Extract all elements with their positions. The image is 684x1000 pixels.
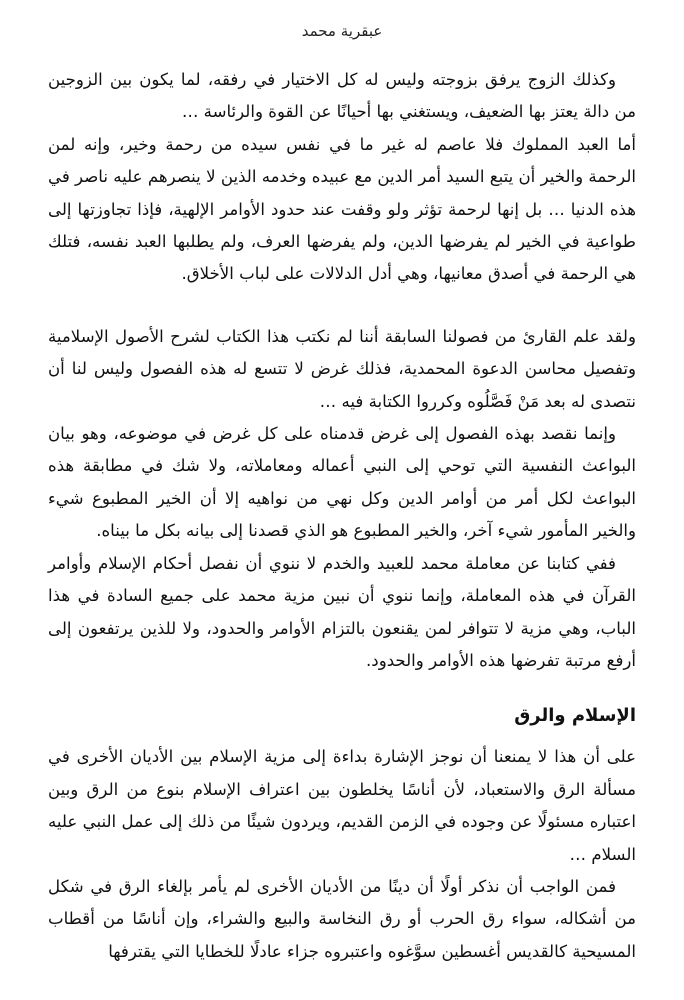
paragraph-slave-mercy: أما العبد المملوك فلا عاصم له غير ما في نفس سيده من رحمة وخير، وإنه لمن الرحمة والخير أن يتبع السيد أمر الدين مع عبيده وخدمه الذين لا ينصرهم عليه ناصر في هذه الدنيا … بل إنها لرحمة تؤثر ولو وقفت عند حدود الأوامر الإلهية، فإذا تجاوزتها إلى طواعية في الخير لم يفرضها الدين، ولم يفرضها العرف، ولم يطلبها العبد نفسه، فتلك هي الرحمة في أصدق معانيها، وهي أدل الدلالات على لباب الأخلاق. xyxy=(48,134,636,284)
section-heading: الإسلام والرق xyxy=(514,705,636,727)
paragraph-gap xyxy=(48,291,636,321)
paragraph-book-purpose: ولقد علم القارئ من فصولنا السابقة أننا لم نكتب هذا الكتاب لشرح الأصول الإسلامية وتفصيل محاسن الدعوة المحمدية، فذلك غرض لا تتسع له هذه الفصول وليس لنا أن نتصدى له بعد مَنْ فَصَّلُوه وكرروا الكتابة فيه … xyxy=(48,326,636,411)
paragraph-islam-and-slavery: على أن هذا لا يمنعنا أن نوجز الإشارة بداءة إلى مزية الإسلام بين الأديان الأخرى في مسألة الرق والاستعباد، لأن أناسًا يخلطون بين اعتراف الإسلام بنوع من الرق وبين اعتباره مسئولًا عن وجوده في الزمن القديم، ويردون شيئًا من ذلك إلى عمل النبي عليه السلام … xyxy=(48,747,636,864)
paragraph-other-religions: فمن الواجب أن نذكر أولًا أن دينًا من الأديان الأخرى لم يأمر بإلغاء الرق في شكل من أشكاله، سواء رق الحرب أو رق النخاسة والبيع والشراء، وإن أناسًا من أقطاب المسيحية كالقديس أغسطين سوَّغوه واعتبروه جزاء عادلًا للخطايا التي يقترفها xyxy=(48,876,636,961)
paragraph-psychological-motives: وإنما نقصد بهذه الفصول إلى غرض قدمناه على كل غرض في موضوعه، وهو بيان البواعث النفسية التي توحي إلى النبي أعماله ومعاملاته، ولا شك في مطابقة هذه البواعث لكل أمر من أوامر الدين وكل نهي من نواهيه إلا أن الخير المطبوع شيء والخير المأمور شيء آخر، والخير المطبوع هو الذي قصدنا إلى بيانه بكل ما بيناه. xyxy=(48,424,636,541)
paragraph-treatment-of-slaves: ففي كتابنا عن معاملة محمد للعبيد والخدم لا ننوي أن نفصل أحكام الإسلام وأوامر القرآن في هذه المعاملة، وإنما ننوي أن نبين مزية محمد على جميع السادة في هذا الباب، وهي مزية لا تتوافر لمن يقنعون بالتزام الأوامر والحدود، ولا للذين يرتفعون إلى أرفع مرتبة تفرضها هذه الأوامر والحدود. xyxy=(48,553,636,670)
body-text xyxy=(48,64,636,968)
running-header-title: عبقرية محمد xyxy=(301,22,383,40)
paragraph-husband-kindness: وكذلك الزوج يرفق بزوجته وليس له كل الاختيار في رفقه، لما يكون بين الزوجين من دالة يعتز بها الضعيف، ويستغني بها أحيانًا عن القوة والرئاسة … xyxy=(48,70,636,122)
